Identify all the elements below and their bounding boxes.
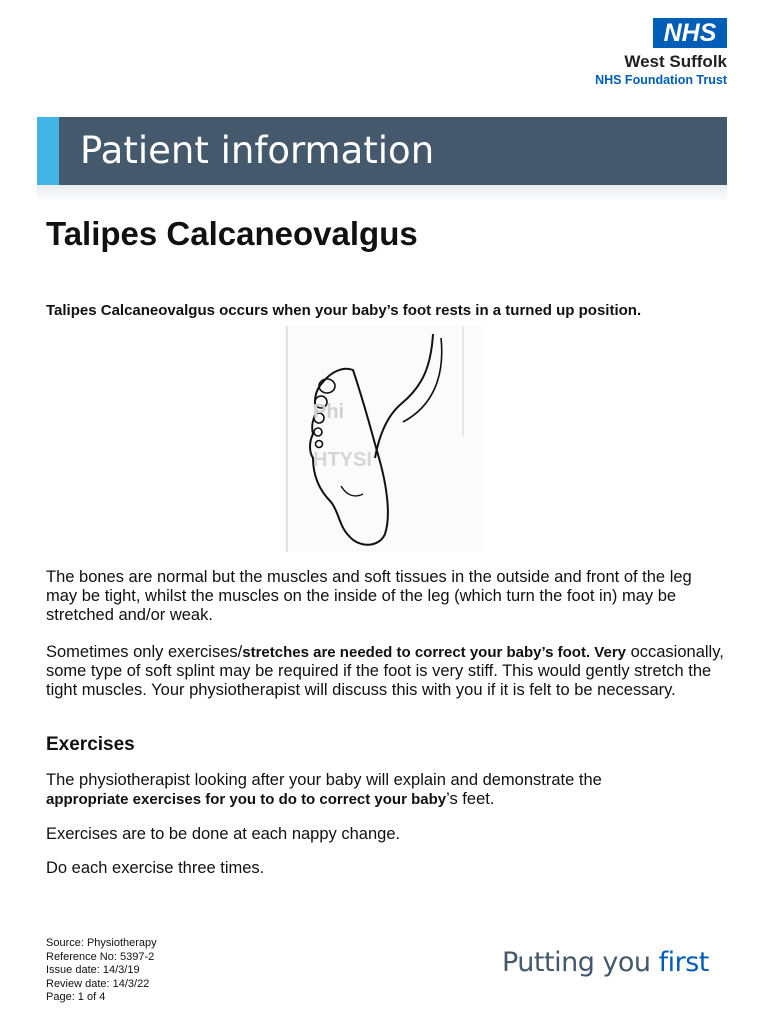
patient-information-banner [37, 117, 727, 185]
banner-title: Patient information [80, 129, 435, 172]
org-subtitle: NHS Foundation Trust [595, 73, 727, 87]
svg-text:Phi: Phi [313, 401, 345, 423]
footer-review-date: Review date: 14/3/22 [46, 977, 150, 990]
paragraph-three-times: Do each exercise three times. [46, 859, 265, 877]
intro-text: Talipes Calcaneovalgus occurs when your baby’s foot rests in a turned up position. [46, 302, 642, 319]
paragraph-splint-bold: stretches are needed to correct your baby’s foot. Very [242, 644, 626, 661]
footer-source: Source: Physiotherapy [46, 937, 157, 949]
exercises-heading: Exercises [46, 734, 135, 755]
banner-shadow [37, 185, 727, 203]
paragraph-bones: The bones are normal but the muscles and soft tissues in the outside and front of the leg may be tight, whilst the muscles on the inside of the leg (which turn the foot in) may be stretched and/or weak. [46, 568, 692, 624]
paragraph-splint-rest: occasionally, some type of soft splint may be required if the foot is very stiff. This would gently stretch the tight muscles. Your physiotherapist will discuss this with you if it is felt to be necessary. [46, 643, 724, 699]
document-title: Talipes Calcaneovalgus [46, 215, 418, 252]
paragraph-demonstrate-start: The physiotherapist looking after your baby will explain and demonstrate the [46, 771, 602, 789]
footer-page: Page: 1 of 4 [46, 991, 106, 1003]
svg-text:HTYSI: HTYSI [313, 449, 372, 471]
paragraph-splint-start: Sometimes only exercises/ [46, 643, 243, 661]
paragraph-demonstrate-end: ’s feet. [446, 790, 495, 808]
tagline-emphasis: first [658, 947, 709, 978]
footer-reference: Reference No: 5397-2 [46, 950, 155, 963]
baby-foot-illustration [283, 326, 483, 552]
trust-name [595, 52, 727, 88]
paragraph-demonstrate [46, 771, 726, 809]
tagline [502, 947, 709, 978]
footer-issue-date: Issue date: 14/3/19 [46, 964, 140, 976]
tagline-start: Putting you [502, 947, 659, 978]
foot-drawing-icon [283, 326, 483, 552]
org-name: West Suffolk [624, 52, 727, 71]
banner-accent [37, 117, 59, 185]
paragraph-splint [46, 643, 726, 700]
nhs-logo: NHS [653, 18, 727, 48]
paragraph-demonstrate-bold: appropriate exercises for you to do to correct your baby [46, 791, 447, 808]
footer-metadata [46, 937, 157, 1005]
paragraph-nappy-change: Exercises are to be done at each nappy change. [46, 825, 401, 843]
